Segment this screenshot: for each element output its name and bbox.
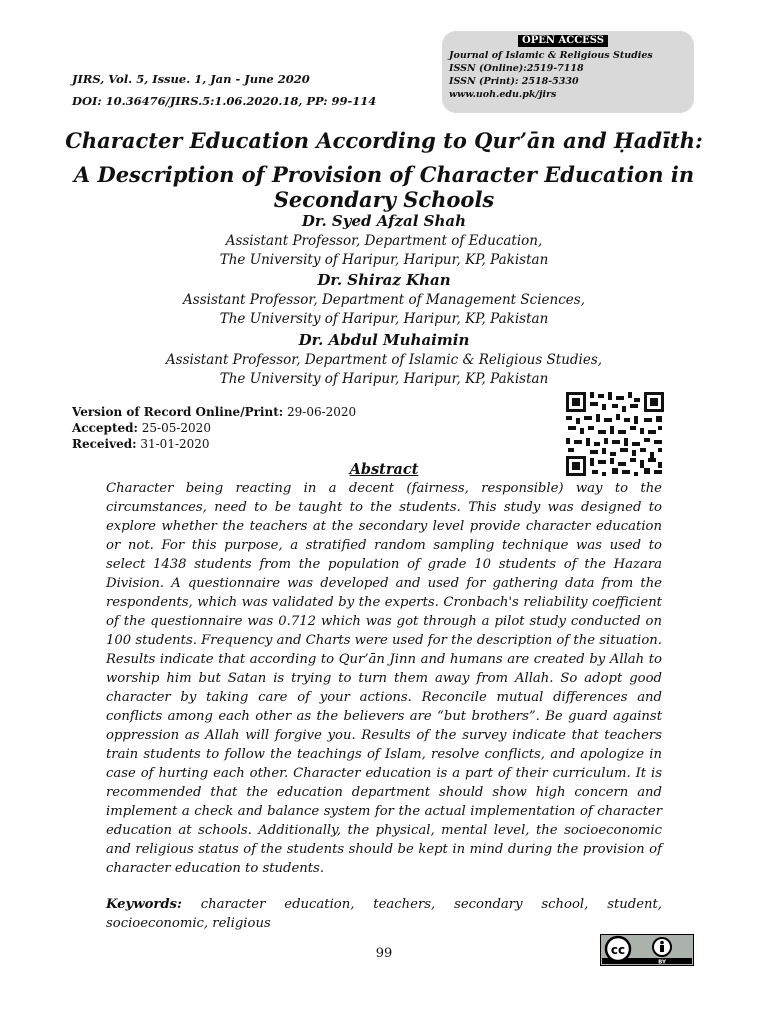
keywords-text: character education, teachers, secondary school, student, socioeconomic, religious — [106, 897, 662, 931]
journal-website[interactable]: www.uoh.edu.pk/jirs — [449, 89, 557, 100]
citation-block — [72, 68, 376, 112]
doi-line: DOI: 10.36476/JIRS.5:1.06.2020.18, PP: 99-114 — [72, 94, 377, 108]
author-name-1: Dr. Syed Afzal Shah — [301, 212, 467, 230]
license-badge-text: BY — [658, 959, 666, 966]
author-name-2: Dr. Shiraz Khan — [317, 271, 451, 289]
author-affiliation-1b: The University of Haripur, Haripur, KP, Pakistan — [219, 252, 549, 268]
received-date: Received: 31-01-2020 — [72, 437, 210, 451]
cc-by-license-icon[interactable] — [600, 934, 694, 966]
author-name-3: Dr. Abdul Muhaimin — [298, 331, 470, 349]
author-affiliation-3a: Assistant Professor, Department of Islamic & Religious Studies, — [165, 352, 603, 368]
issn-online: ISSN (Online):2519-7118 — [449, 63, 584, 74]
author-affiliation-3b: The University of Haripur, Haripur, KP, Pakistan — [219, 371, 549, 387]
journal-name: Journal of Islamic & Religious Studies — [449, 50, 653, 61]
page-number: 99 — [375, 946, 393, 961]
citation-line: JIRS, Vol. 5, Issue. 1, Jan - June 2020 — [72, 72, 310, 86]
keywords — [106, 895, 662, 933]
journal-info — [449, 49, 653, 101]
version-date: Version of Record Online/Print: 29-06-2020 — [72, 405, 357, 419]
paper-title-line1: Character Education According to Qur’ān and Ḥadīth: — [65, 128, 703, 153]
svg-text:cc: cc — [610, 943, 626, 957]
issn-print: ISSN (Print): 2518-5330 — [449, 76, 579, 87]
accepted-date: Accepted: 25-05-2020 — [72, 421, 211, 435]
open-access-badge: OPEN ACCESS — [518, 35, 608, 47]
keywords-label: Keywords: — [106, 897, 182, 912]
abstract-text: Character being reacting in a decent (fairness, responsible) way to the circumstances, need to be taught to the students. This study was designed to explore whether the teachers at the secondary level provide character education or not. For this purpose, a stratified random sampling technique was used to select 1438 students from the population of grade 10 students of the Hazara Division. A questionnaire was developed and used for gathering data from the respondents, which was validated by the experts. Cronbach's reliability coefficient of the questionnaire was 0.712 which was got through a pilot study conducted on 100 students. Frequency and Charts were used for the description of the situation. Results indicate that according to Qur’ān Jinn and humans are created by Allah to worship him but Satan is trying to turn them away from Allah. So adopt good character by taking care of your actions. Reconcile mutual differences and conflicts among each other as the believers are “but brothers”. Be guard against oppression as Allah will forgive you. Results of the survey indicate that teachers train students to follow the teachings of Islam, resolve conflicts, and apologize in case of hurting each other. Character education is a part of their curriculum. It is recommended that the education department should show high concern and implement a check and balance system for the actual implementation of character education at schools. Additionally, the physical, mental level, the socioeconomic and religious status of the students should be kept in mind during the provision of character education to students. — [106, 481, 662, 876]
author-affiliation-2b: The University of Haripur, Haripur, KP, Pakistan — [219, 311, 549, 327]
abstract-heading: Abstract — [349, 461, 419, 478]
publication-dates — [72, 404, 356, 452]
paper-title-line2: A Description of Provision of Character Education in Secondary Schools — [73, 162, 695, 212]
author-affiliation-1a: Assistant Professor, Department of Education, — [225, 233, 543, 249]
author-affiliation-2a: Assistant Professor, Department of Management Sciences, — [183, 292, 585, 308]
